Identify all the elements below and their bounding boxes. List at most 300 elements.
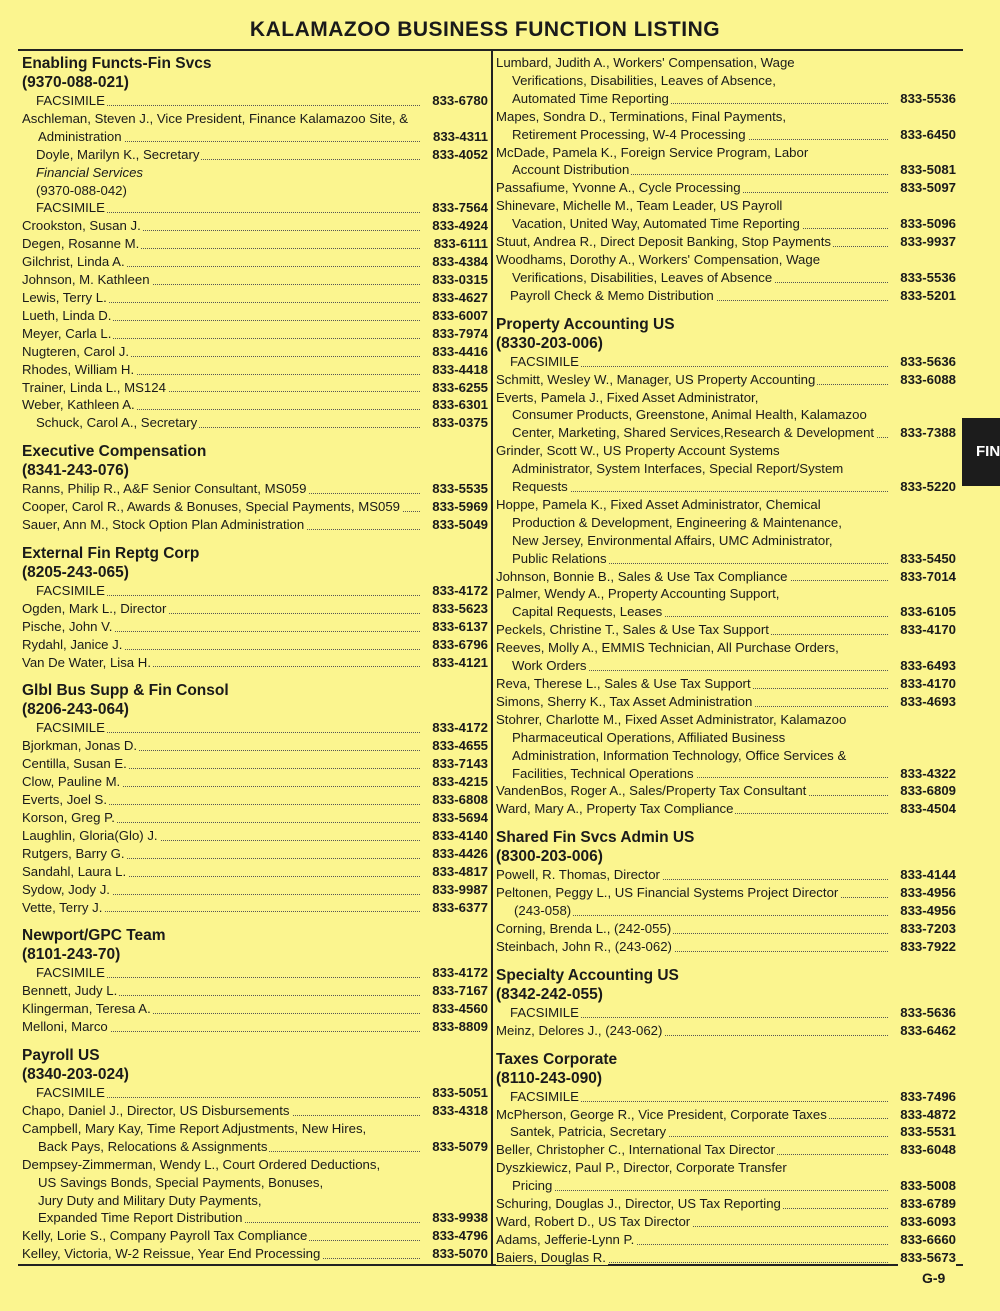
listing-line (496, 371, 956, 389)
listing-label: Nugteren, Carol J. (22, 343, 130, 359)
phone-number: 833-4817 (432, 863, 488, 879)
listing-label: Jury Duty and Military Duty Payments, (38, 1192, 262, 1208)
listing-line (22, 863, 488, 881)
listing-line (496, 126, 956, 144)
phone-number: 833-0375 (432, 415, 488, 431)
listing-line (22, 881, 488, 899)
listing-text (22, 111, 410, 126)
listing-text (38, 1193, 264, 1208)
listing-text (22, 517, 306, 532)
department-code: (8342-242-055) (496, 985, 603, 1003)
listing-text (496, 694, 754, 709)
listing-text (512, 533, 835, 548)
listing-label: Mapes, Sondra D., Terminations, Final Payments, (496, 108, 787, 124)
listing-line (496, 711, 956, 729)
listing-text (22, 1157, 382, 1172)
listing-label: Center, Marketing, Shared Services,Research & Development (512, 425, 875, 441)
listing-text (512, 91, 671, 106)
phone-number: 833-6137 (432, 618, 488, 634)
listing-line (22, 618, 488, 636)
listing-text (496, 783, 808, 798)
listing-label: Johnson, Bonnie B., Sales & Use Tax Compliance (496, 568, 788, 584)
listing-line (22, 1227, 488, 1245)
phone-number: 833-4956 (900, 903, 956, 919)
department-section (496, 828, 956, 956)
listing-line (22, 343, 488, 361)
section-tab: FIN (962, 418, 1000, 486)
listing-label: Reeves, Molly A., EMMIS Technician, All Purchase Orders, (496, 640, 839, 656)
listing-label: Johnson, M. Kathleen (22, 272, 150, 288)
phone-number: 833-4956 (900, 885, 956, 901)
listing-line (496, 1177, 956, 1195)
listing-label: FACSIMILE (36, 720, 105, 736)
listing-label: Dyszkiewicz, Paul P., Director, Corporate Transfer (496, 1160, 787, 1176)
phone-number: 833-4796 (432, 1228, 488, 1244)
listing-line (22, 182, 488, 200)
listing-text (22, 983, 119, 998)
listing-text (22, 1228, 309, 1243)
department-section (22, 54, 488, 432)
phone-number: 833-7388 (900, 425, 956, 441)
listing-line (22, 809, 488, 827)
listing-label: Lueth, Linda D. (22, 307, 112, 323)
listing-line (22, 719, 488, 737)
listing-line (22, 110, 488, 128)
listing-line (496, 747, 956, 765)
listing-text (496, 109, 788, 124)
listing-text (22, 380, 168, 395)
listing-label: Shinevare, Michelle M., Team Leader, US Payroll (496, 198, 783, 214)
phone-number: 833-8809 (432, 1019, 488, 1035)
phone-number: 833-7564 (432, 200, 488, 216)
listing-line (496, 144, 956, 162)
listing-line (22, 1192, 488, 1210)
listing-line (496, 782, 956, 800)
listing-line (496, 532, 956, 550)
listing-text (22, 397, 137, 412)
listing-label: Cooper, Carol R., Awards & Bonuses, Special Payments, MS059 (22, 499, 400, 515)
listing-text (22, 756, 129, 771)
phone-number: 833-6093 (900, 1213, 956, 1229)
phone-number: 833-4560 (432, 1001, 488, 1017)
department-name: Glbl Bus Supp & Fin Consol (22, 682, 229, 700)
listing-text (22, 637, 124, 652)
listing-text (496, 586, 781, 601)
listing-label: Bjorkman, Jonas D. (22, 738, 138, 754)
listing-line (22, 1000, 488, 1018)
phone-number: 833-4318 (432, 1102, 488, 1118)
listing-label: Back Pays, Relocations & Assignments (38, 1138, 268, 1154)
department-section (496, 966, 956, 1040)
listing-line (496, 90, 956, 108)
listing-label: Administrator, System Interfaces, Special Report/System (512, 461, 844, 477)
phone-number: 833-5097 (900, 180, 956, 196)
listing-text (512, 766, 696, 781)
listing-label: VandenBos, Roger A., Sales/Property Tax Consultant (496, 783, 807, 799)
listing-label: Automated Time Reporting (512, 90, 669, 106)
listing-line (22, 1018, 488, 1036)
listing-text (22, 362, 136, 377)
phone-number: 833-9938 (432, 1210, 488, 1226)
listing-line (496, 729, 956, 747)
listing-label: Lewis, Terry L. (22, 289, 107, 305)
listing-line (496, 389, 956, 407)
listing-line (496, 884, 956, 902)
listing-line (496, 233, 956, 251)
listing-line (496, 693, 956, 711)
listing-label: Capital Requests, Leases (512, 604, 663, 620)
listing-line (496, 161, 956, 179)
department-code: (8341-243-076) (22, 462, 129, 480)
listing-line (22, 253, 488, 271)
phone-number: 833-4426 (432, 845, 488, 861)
listing-line (496, 460, 956, 478)
phone-number: 833-6660 (900, 1231, 956, 1247)
listing-text (496, 234, 833, 249)
listing-text (36, 415, 199, 430)
phone-number: 833-7203 (900, 920, 956, 936)
listing-line (22, 146, 488, 164)
listing-label: Trainer, Linda L., MS124 (22, 379, 166, 395)
department-section (496, 315, 956, 819)
listing-text (512, 216, 802, 231)
listing-label: Meinz, Delores J., (243-062) (496, 1022, 663, 1038)
listing-text (512, 748, 848, 763)
listing-line (496, 585, 956, 603)
listing-text (22, 882, 112, 897)
listing-line (22, 1120, 488, 1138)
listing-text (22, 774, 122, 789)
listing-line (22, 414, 488, 432)
listing-line (22, 1138, 488, 1156)
listing-text (22, 1019, 110, 1034)
listing-label: Adams, Jefferie-Lynn P. (496, 1231, 635, 1247)
listing-line (22, 654, 488, 672)
phone-number: 833-7143 (432, 756, 488, 772)
listing-line (496, 215, 956, 233)
listing-label: Sydow, Jody J. (22, 881, 110, 897)
listing-text (510, 288, 716, 303)
phone-number: 833-4924 (432, 218, 488, 234)
phone-number: 833-6377 (432, 899, 488, 915)
phone-number: 833-4693 (900, 693, 956, 709)
listing-line (22, 964, 488, 982)
listing-label: McDade, Pamela K., Foreign Service Program, Labor (496, 144, 809, 160)
listing-label: Gilchrist, Linda A. (22, 254, 125, 270)
department-code: (8206-243-064) (22, 701, 129, 719)
listing-line (496, 1123, 956, 1141)
listing-text (22, 655, 153, 670)
listing-label: Kelly, Lorie S., Company Payroll Tax Compliance (22, 1228, 308, 1244)
dot-leader (512, 1190, 888, 1191)
listing-line (496, 287, 956, 305)
department-code: (9370-088-021) (22, 74, 129, 91)
phone-number: 833-5049 (432, 517, 488, 533)
listing-label: Powell, R. Thomas, Director (496, 867, 660, 883)
listing-text (512, 73, 778, 88)
listing-label: Retirement Processing, W-4 Processing (512, 126, 746, 142)
phone-number: 833-5536 (900, 269, 956, 285)
listing-text (496, 180, 743, 195)
listing-label: Crookston, Susan J. (22, 218, 141, 234)
listing-label: FACSIMILE (36, 93, 105, 108)
phone-number: 833-4504 (900, 801, 956, 817)
listing-text (36, 93, 107, 108)
phone-number: 833-6007 (432, 307, 488, 323)
phone-number: 833-4418 (432, 361, 488, 377)
listing-line (22, 1245, 488, 1263)
listing-line (496, 657, 956, 675)
department-name: Shared Fin Svcs Admin US (496, 829, 695, 847)
listing-label: Payroll Check & Memo Distribution (510, 287, 714, 303)
listing-line (496, 866, 956, 884)
listing-label: Dempsey-Zimmerman, Wendy L., Court Ordered Deductions, (22, 1156, 381, 1172)
listing-label: Reva, Therese L., Sales & Use Tax Support (496, 676, 751, 691)
phone-number: 833-5079 (432, 1138, 488, 1154)
listing-label: Corning, Brenda L., (242-055) (496, 920, 672, 936)
listing-label: Chapo, Daniel J., Director, US Disbursements (22, 1102, 290, 1118)
listing-line (496, 197, 956, 215)
listing-text (512, 479, 570, 494)
listing-label: Schmitt, Wesley W., Manager, US Property Accounting (496, 371, 816, 387)
listing-label: Public Relations (512, 550, 607, 566)
department-name: Payroll US (22, 1047, 100, 1065)
listing-text (512, 425, 876, 440)
listing-label: Requests (512, 479, 568, 495)
phone-number: 833-5673 (900, 1249, 956, 1265)
listing-label: Baiers, Douglas R. (496, 1249, 606, 1265)
phone-number: 833-4140 (432, 827, 488, 843)
phone-number: 833-4384 (432, 254, 488, 270)
listing-label: FACSIMILE (36, 200, 105, 216)
listing-label: Bennett, Judy L. (22, 983, 118, 999)
listing-label: Beller, Christopher C., International Tax Director (496, 1142, 776, 1158)
listing-text (512, 730, 787, 745)
department-section (22, 926, 488, 1036)
listing-label: Expanded Time Report Distribution (38, 1210, 243, 1226)
listing-label: Simons, Sherry K., Tax Asset Administration (496, 693, 753, 709)
listing-line (22, 396, 488, 414)
listing-text (496, 712, 848, 727)
listing-line (22, 1156, 488, 1174)
phone-number: 833-9987 (432, 881, 488, 897)
listing-text (36, 200, 107, 215)
listing-text (496, 1142, 777, 1157)
phone-number: 833-4170 (900, 622, 956, 638)
listing-label: McPherson, George R., Vice President, Corporate Taxes (496, 1106, 827, 1122)
listing-label: Everts, Pamela J., Fixed Asset Administrator, (496, 389, 759, 405)
listing-text (36, 965, 107, 980)
listing-label: Rhodes, William H. (22, 361, 135, 377)
listing-label: Account Distribution (512, 162, 630, 178)
department-name: Enabling Functs-Fin Svcs (22, 55, 212, 72)
listing-label: FACSIMILE (510, 1088, 579, 1104)
listing-text (496, 55, 797, 70)
listing-line (22, 480, 488, 498)
phone-number: 833-7974 (432, 325, 488, 341)
listing-line (22, 1084, 488, 1102)
listing-line (22, 498, 488, 516)
listing-label: FACSIMILE (510, 1004, 579, 1020)
listing-text (496, 939, 674, 954)
listing-text (22, 1001, 153, 1016)
listing-label: Financial Services (36, 164, 144, 180)
listing-line (22, 164, 488, 182)
listing-line (22, 845, 488, 863)
phone-number: 833-7014 (900, 568, 956, 584)
listing-label: Schuring, Douglas J., Director, US Tax Reporting (496, 1196, 781, 1212)
phone-number: 833-4172 (432, 720, 488, 736)
phone-number: 833-4627 (432, 289, 488, 305)
listing-line (496, 1004, 956, 1022)
listing-label: Rutgers, Barry G. (22, 845, 125, 861)
listing-text (512, 407, 869, 422)
phone-number: 833-7922 (900, 938, 956, 954)
department-name: Executive Compensation (22, 443, 207, 461)
listing-line (496, 442, 956, 460)
department-code: (8300-203-006) (496, 848, 603, 866)
listing-text (512, 1178, 554, 1193)
listing-line (496, 478, 956, 496)
listing-text (496, 1160, 789, 1175)
listing-text (512, 127, 748, 142)
listing-line (22, 982, 488, 1000)
listing-text (22, 499, 402, 514)
listing-text (510, 354, 581, 369)
listing-text (496, 497, 823, 512)
phone-number: 833-6789 (900, 1196, 956, 1212)
listing-label: Melloni, Marco (22, 1019, 108, 1035)
listing-label: Ward, Mary A., Property Tax Compliance (496, 801, 734, 817)
listing-label: New Jersey, Environmental Affairs, UMC Administrator, (512, 532, 833, 548)
phone-number: 833-6808 (432, 792, 488, 808)
phone-number: 833-6462 (900, 1022, 956, 1038)
listing-line (496, 1195, 956, 1213)
listing-label: Palmer, Wendy A., Property Accounting Support, (496, 586, 780, 602)
listing-line (496, 603, 956, 621)
department-name: Property Accounting US (496, 315, 675, 333)
listing-label: Work Orders (512, 658, 587, 674)
listing-line (22, 600, 488, 618)
listing-label: Rydahl, Janice J. (22, 636, 123, 652)
department-code: (8101-243-70) (22, 946, 121, 964)
listing-line (22, 1174, 488, 1192)
listing-label: Stuut, Andrea R., Direct Deposit Banking, Stop Payments (496, 234, 831, 250)
listing-text (36, 1085, 107, 1100)
listing-line (496, 1022, 956, 1040)
listing-label: Pische, John V. (22, 618, 113, 634)
phone-number: 833-7167 (432, 983, 488, 999)
phone-number: 833-4215 (432, 774, 488, 790)
listing-line (496, 353, 956, 371)
listing-text (22, 1121, 368, 1136)
listing-line (496, 72, 956, 90)
department-section (22, 544, 488, 672)
phone-number: 833-6493 (900, 658, 956, 674)
department-name: Newport/GPC Team (22, 927, 166, 945)
listing-line (496, 675, 956, 693)
listing-line (496, 269, 956, 287)
listing-line (496, 920, 956, 938)
listing-label: Kelley, Victoria, W-2 Reissue, Year End Processing (22, 1246, 321, 1262)
listing-label: Grinder, Scott W., US Property Account Systems (496, 443, 780, 459)
phone-number: 833-5450 (900, 550, 956, 566)
phone-number: 833-4172 (432, 965, 488, 981)
phone-number: 833-6111 (433, 236, 488, 252)
department-name: External Fin Reptg Corp (22, 544, 200, 562)
listing-text (22, 254, 127, 269)
phone-number: 833-4872 (900, 1106, 956, 1122)
phone-number: 833-5096 (900, 216, 956, 232)
listing-line (496, 424, 956, 442)
listing-line (496, 1249, 956, 1267)
listing-line (496, 639, 956, 657)
listing-text (496, 1250, 608, 1265)
phone-number: 833-9937 (900, 234, 956, 250)
phone-number: 833-4144 (900, 867, 956, 883)
listing-text (496, 1214, 692, 1229)
listing-line (22, 361, 488, 379)
listing-line (496, 1106, 956, 1124)
phone-number: 833-4172 (432, 582, 488, 598)
department-section (22, 442, 488, 534)
listing-text (496, 1023, 664, 1038)
listing-text (496, 1232, 636, 1247)
listing-text (510, 1124, 668, 1139)
phone-number: 833-6796 (432, 636, 488, 652)
listing-label: Schuck, Carol A., Secretary (36, 415, 198, 431)
listing-text (38, 129, 124, 144)
listing-line (496, 938, 956, 956)
listing-text (22, 272, 152, 287)
listing-text (512, 461, 845, 476)
listing-line (496, 514, 956, 532)
listing-text (22, 1246, 322, 1261)
phone-number: 833-5531 (900, 1124, 956, 1140)
listing-line (22, 307, 488, 325)
listing-line (22, 636, 488, 654)
listing-label: Pharmaceutical Operations, Affiliated Business (512, 729, 786, 745)
listing-text (514, 903, 573, 918)
listing-text (496, 372, 817, 387)
listing-line (496, 568, 956, 586)
right-column (496, 54, 956, 1277)
phone-number: 833-6780 (432, 93, 488, 108)
phone-number: 833-4121 (432, 654, 488, 670)
listing-text (36, 583, 107, 598)
listing-label: Hoppe, Pamela K., Fixed Asset Administrator, Chemical (496, 496, 821, 512)
listing-text (496, 676, 753, 691)
listing-line (22, 791, 488, 809)
listing-label: Passafiume, Yvonne A., Cycle Processing (496, 180, 741, 196)
listing-line (496, 902, 956, 920)
listing-line (496, 1088, 956, 1106)
listing-line (22, 737, 488, 755)
phone-number: 833-5081 (900, 162, 956, 178)
listing-text (22, 846, 127, 861)
phone-number: 833-6105 (900, 604, 956, 620)
listing-label: Sauer, Ann M., Stock Option Plan Administration (22, 517, 305, 533)
phone-number: 833-4052 (432, 146, 488, 162)
listing-line (22, 516, 488, 534)
phone-number: 833-5969 (432, 499, 488, 515)
listing-text (512, 551, 609, 566)
listing-text (496, 867, 662, 882)
listing-label: Weber, Kathleen A. (22, 397, 135, 413)
phone-number: 833-6301 (432, 397, 488, 413)
listing-text (36, 183, 129, 198)
listing-text (496, 1107, 829, 1122)
